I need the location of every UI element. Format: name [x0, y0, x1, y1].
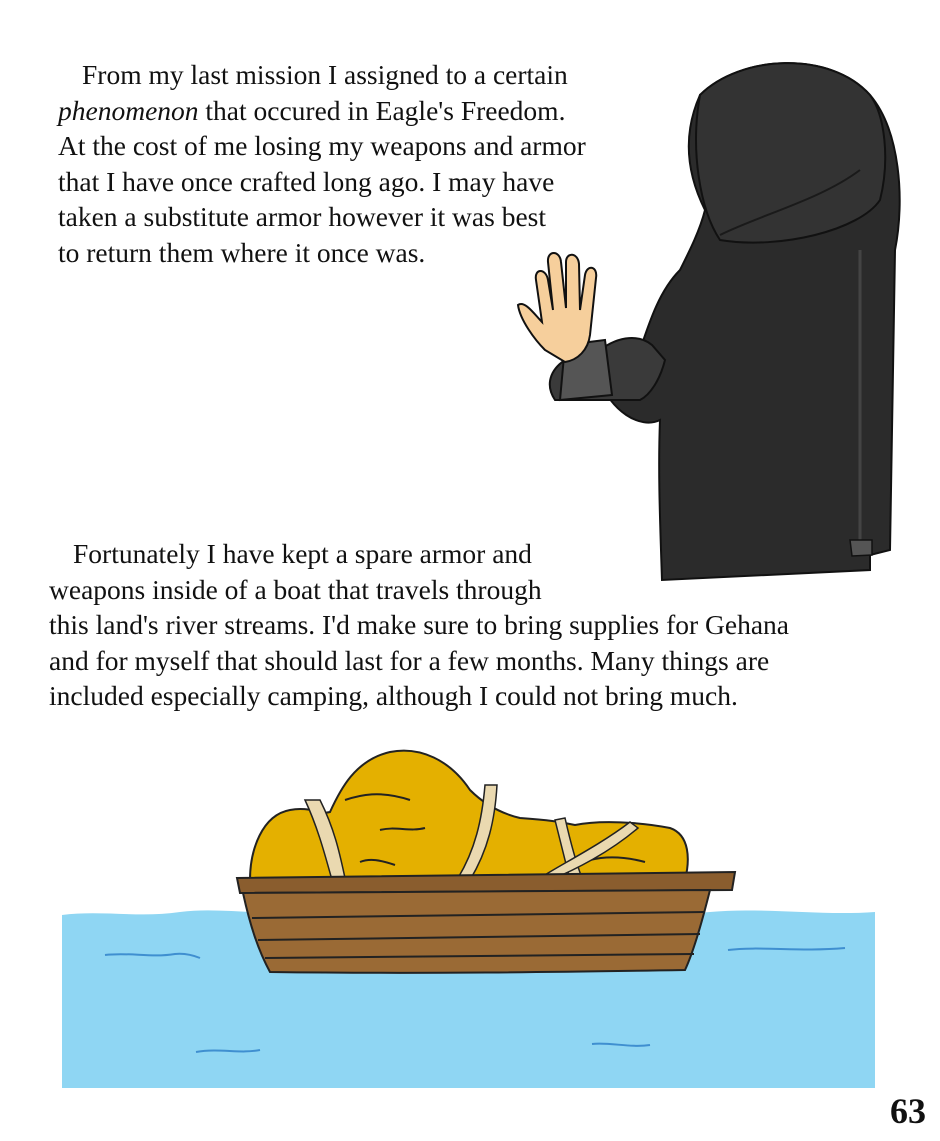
narration-line: Fortunately I have kept a spare armor and: [73, 538, 532, 569]
emphasized-word: phenomenon: [58, 94, 199, 126]
narration-line: that I have once crafted long ago. I may have: [58, 165, 555, 197]
boat: [237, 872, 735, 973]
narration-paragraph-1: [58, 57, 586, 270]
narration-line: and for myself that should last for a few months. Many things are: [49, 644, 770, 676]
narration-line: From my last mission I assigned to a certain: [82, 59, 568, 90]
narration-line: included especially camping, although I could not bring much.: [49, 680, 738, 711]
page-number: 63: [890, 1091, 926, 1131]
narration-line: At the cost of me losing my weapons and armor: [58, 130, 586, 161]
narration-line: this land's river streams. I'd make sure to bring supplies for Gehana: [49, 609, 790, 640]
narration-line: [58, 93, 586, 129]
narration-line: to return them where it once was.: [58, 236, 426, 268]
narration-line-rest: that occured in Eagle's Freedom.: [198, 94, 566, 126]
narration-paragraph-2: [49, 536, 789, 714]
narration-line: weapons inside of a boat that travels through: [49, 573, 542, 605]
narration-line: taken a substitute armor however it was best: [58, 201, 546, 232]
